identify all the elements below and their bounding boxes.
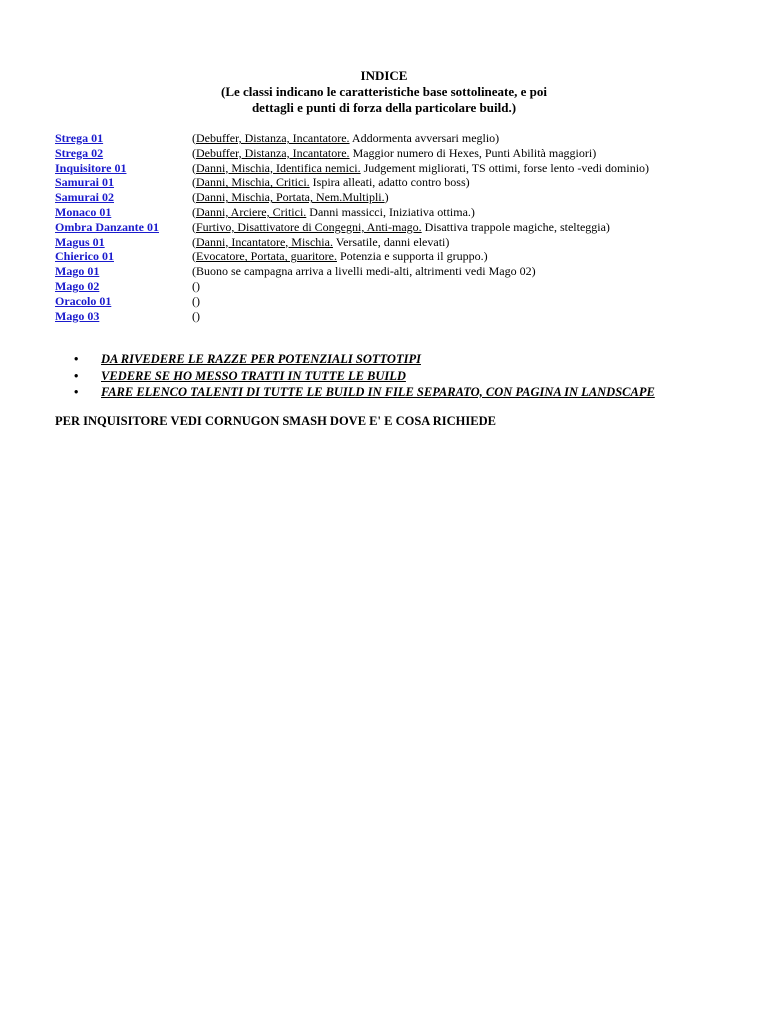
build-description: (Debuffer, Distanza, Incantatore. Addormenta avversari meglio) [192, 131, 500, 145]
build-traits: Danni, Mischia, Portata, Nem.Multipli. [196, 190, 385, 205]
build-details: Potenzia e supporta il gruppo.) [336, 249, 488, 264]
build-row [55, 235, 755, 250]
build-details: ) [196, 293, 200, 308]
bullet-icon: • [74, 352, 79, 366]
inquisitore-note: PER INQUISITORE VEDI CORNUGON SMASH DOVE E' E COSA RICHIEDE [55, 414, 496, 428]
bullet-icon: • [74, 368, 79, 383]
build-details: Maggior numero di Hexes, Punti Abilità maggiori) [349, 145, 597, 160]
build-details: Buono se campagna arriva a livelli medi-alti, altrimenti vedi Mago 02) [196, 264, 536, 279]
build-row [55, 131, 755, 146]
build-link[interactable]: Ombra Danzante 01 [55, 219, 159, 234]
build-description: () [192, 308, 200, 323]
todo-text: FARE ELENCO TALENTI DI TUTTE LE BUILD IN FILE SEPARATO, CON PAGINA IN LANDSCAPE [101, 385, 655, 399]
build-details: Judgement migliorati, TS ottimi, forse lento -vedi dominio) [360, 160, 650, 175]
build-traits: Danni, Mischia, Critici. [196, 175, 310, 190]
build-row [55, 249, 755, 264]
build-row [55, 294, 755, 309]
todo-item [74, 368, 754, 385]
title-block [0, 68, 768, 116]
build-link[interactable]: Samurai 02 [55, 190, 115, 205]
build-link[interactable]: Magus 01 [55, 234, 105, 249]
build-link[interactable]: Chierico 01 [55, 249, 114, 264]
build-details: Danni massicci, Iniziativa ottima.) [306, 204, 475, 219]
build-link[interactable]: Mago 03 [55, 308, 100, 323]
build-details: ) [384, 190, 389, 205]
build-description: (Danni, Arciere, Critici. Danni massicci, Iniziativa ottima.) [192, 204, 475, 219]
build-details: Ispira alleati, adatto contro boss) [309, 175, 470, 190]
build-details: ) [196, 278, 200, 293]
todo-text: DA RIVEDERE LE RAZZE PER POTENZIALI SOTTOTIPI [101, 352, 421, 366]
build-row [55, 190, 755, 205]
build-description: (Buono se campagna arriva a livelli medi-alti, altrimenti vedi Mago 02) [192, 264, 536, 279]
build-row [55, 175, 755, 190]
build-link[interactable]: Strega 01 [55, 131, 104, 145]
build-traits: Furtivo, Disattivatore di Congegni, Anti-mago. [196, 219, 422, 234]
build-description: (Evocatore, Portata, guaritore. Potenzia e supporta il gruppo.) [192, 249, 488, 264]
page-title: INDICE [360, 68, 408, 83]
build-details: Disattiva trappole magiche, stelteggia) [421, 219, 610, 234]
build-description: (Danni, Mischia, Identifica nemici. Judgement migliorati, TS ottimi, forse lento -vedi dominio) [192, 160, 650, 175]
build-link[interactable]: Inquisitore 01 [55, 160, 127, 175]
todo-item [74, 351, 754, 368]
bullet-icon: • [74, 385, 79, 399]
build-traits: Danni, Incantatore, Mischia. [196, 234, 333, 249]
build-link[interactable]: Mago 01 [55, 264, 100, 279]
subtitle-line-1: (Le classi indicano le caratteristiche base sottolineate, e poi [220, 84, 548, 99]
build-row [55, 205, 755, 220]
build-link[interactable]: Strega 02 [55, 145, 104, 160]
todo-list [74, 351, 754, 401]
build-details: Versatile, danni elevati) [332, 234, 450, 249]
build-traits: Danni, Arciere, Critici. [196, 204, 307, 219]
build-row [55, 279, 755, 294]
subtitle-line-2: dettagli e punti di forza della particolare build.) [251, 100, 517, 115]
build-link[interactable]: Mago 02 [55, 278, 100, 293]
build-row [55, 309, 755, 324]
build-traits: Evocatore, Portata, guaritore. [196, 249, 337, 264]
todo-item [74, 384, 754, 401]
build-description: () [192, 293, 200, 308]
build-description: (Debuffer, Distanza, Incantatore. Maggior numero di Hexes, Punti Abilità maggiori) [192, 145, 597, 160]
build-row [55, 220, 755, 235]
build-traits: Debuffer, Distanza, Incantatore. [196, 131, 350, 145]
build-description: (Furtivo, Disattivatore di Congegni, Anti-mago. Disattiva trappole magiche, stelteggia) [192, 219, 610, 234]
build-link[interactable]: Samurai 01 [55, 175, 115, 190]
build-row [55, 264, 755, 279]
build-link[interactable]: Oracolo 01 [55, 293, 112, 308]
build-link[interactable]: Monaco 01 [55, 204, 112, 219]
build-traits: Danni, Mischia, Identifica nemici. [196, 160, 361, 175]
build-traits: Debuffer, Distanza, Incantatore. [196, 145, 350, 160]
build-description: () [192, 278, 200, 293]
build-description: (Danni, Mischia, Critici. Ispira alleati, adatto contro boss) [192, 175, 470, 190]
build-details: ) [196, 308, 200, 323]
build-row [55, 146, 755, 161]
build-description: (Danni, Mischia, Portata, Nem.Multipli.) [192, 190, 389, 205]
build-index-list [55, 131, 755, 323]
todo-text: VEDERE SE HO MESSO TRATTI IN TUTTE LE BUILD [101, 368, 406, 383]
build-details: Addormenta avversari meglio) [349, 131, 500, 145]
build-row [55, 161, 755, 176]
build-description: (Danni, Incantatore, Mischia. Versatile, danni elevati) [192, 234, 450, 249]
